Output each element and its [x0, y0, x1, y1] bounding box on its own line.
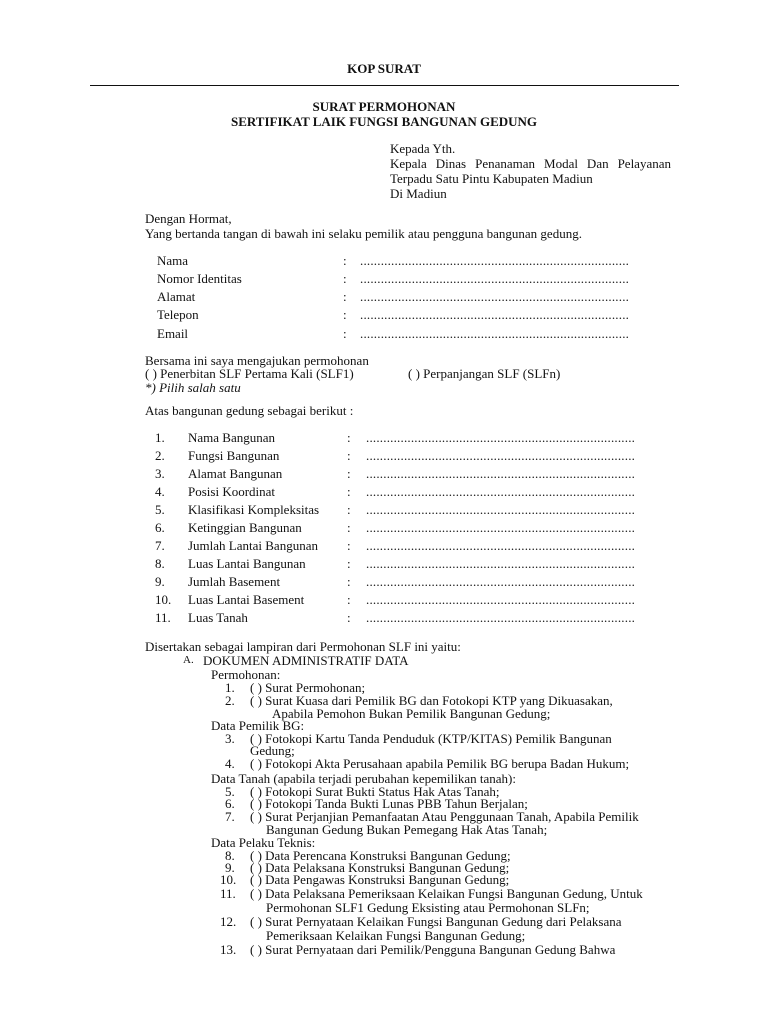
item-number: 1.	[225, 680, 235, 695]
field-value: ..............................................................................	[366, 484, 636, 499]
field-label: Fungsi Bangunan	[188, 448, 280, 463]
item-number: 9.	[225, 860, 235, 875]
field-value: ..............................................................................	[366, 520, 636, 535]
field-label: Klasifikasi Kompleksitas	[188, 502, 320, 517]
field-separator: :	[347, 466, 351, 481]
field-label: Jumlah Lantai Bangunan	[188, 538, 318, 553]
field-separator: :	[347, 448, 351, 463]
doc-title-line1: SURAT PERMOHONAN	[312, 99, 456, 114]
field-value: ..............................................................................	[366, 538, 636, 553]
field-label: Alamat	[157, 289, 196, 304]
item-number: 7.	[225, 809, 235, 824]
option-slf1: ( ) Penerbitan SLF Pertama Kali (SLF1)	[145, 366, 354, 381]
item-number: 2.	[155, 448, 165, 463]
item-number: 4.	[225, 756, 235, 771]
field-value: ..............................................................................	[366, 502, 636, 517]
request-note: *) Pilih salah satu	[145, 380, 241, 395]
item-number: 6.	[155, 520, 165, 535]
item-number: 9.	[155, 574, 165, 589]
field-label: Nama	[157, 253, 189, 268]
item-number: 5.	[155, 502, 165, 517]
recipient-line: Kepala Dinas Penanaman Modal Dan Pelayanan	[390, 156, 671, 171]
field-separator: :	[347, 520, 351, 535]
attachment-item-cont: Pemeriksaan Kelaikan Fungsi Bangunan Gedung;	[266, 928, 526, 943]
recipient-line: Kepada Yth.	[390, 141, 456, 156]
attachment-item: ( ) Fotokopi Tanda Bukti Lunas PBB Tahun Berjalan;	[250, 796, 528, 811]
item-number: 8.	[155, 556, 165, 571]
attachment-item-cont: Apabila Pemohon Bukan Pemilik Bangunan Gedung;	[272, 706, 551, 721]
field-label: Nomor Identitas	[157, 271, 242, 286]
building-intro: Atas bangunan gedung sebagai berikut :	[145, 403, 354, 418]
attachment-item-cont: Bangunan Gedung Bukan Pemegang Hak Atas Tanah;	[266, 822, 548, 837]
attachment-item: ( ) Fotokopi Surat Bukti Status Hak Atas Tanah;	[250, 784, 500, 799]
field-separator: :	[347, 538, 351, 553]
field-separator: :	[347, 484, 351, 499]
section-letter: A.	[183, 654, 194, 666]
field-value: ..............................................................................	[360, 271, 630, 286]
field-label: Ketinggian Bangunan	[188, 520, 302, 535]
field-value: ..............................................................................	[360, 289, 630, 304]
attachment-item: ( ) Surat Permohonan;	[250, 680, 366, 695]
item-number: 8.	[225, 848, 235, 863]
field-separator: :	[347, 592, 351, 607]
header-divider	[90, 85, 679, 86]
field-label: Telepon	[157, 307, 199, 322]
item-number: 5.	[225, 784, 235, 799]
item-number: 3.	[225, 731, 235, 746]
kop-surat: KOP SURAT	[347, 61, 421, 76]
item-number: 7.	[155, 538, 165, 553]
attachment-item: ( ) Surat Pernyataan Kelaikan Fungsi Bangunan Gedung dari Pelaksana	[250, 914, 622, 929]
attachment-item: ( ) Data Perencana Konstruksi Bangunan Gedung;	[250, 848, 511, 863]
field-separator: :	[343, 271, 347, 286]
recipient-line: Di Madiun	[390, 186, 447, 201]
field-separator: :	[347, 610, 351, 625]
group-heading: Data Tanah (apabila terjadi perubahan kepemilikan tanah):	[211, 771, 516, 786]
field-value: ..............................................................................	[366, 430, 636, 445]
intro-text: Yang bertanda tangan di bawah ini selaku pemilik atau pengguna bangunan gedung.	[145, 226, 582, 241]
attachments-intro: Disertakan sebagai lampiran dari Permohonan SLF ini yaitu:	[145, 639, 461, 654]
field-value: ..............................................................................	[366, 592, 636, 607]
doc-title-line2: SERTIFIKAT LAIK FUNGSI BANGUNAN GEDUNG	[230, 114, 538, 129]
option-slfn: ( ) Perpanjangan SLF (SLFn)	[408, 366, 561, 381]
field-separator: :	[343, 289, 347, 304]
attachment-item: ( ) Surat Kuasa dari Pemilik BG dan Fotokopi KTP yang Dikuasakan,	[250, 693, 613, 708]
item-number: 10.	[155, 592, 172, 607]
section-title: DOKUMEN ADMINISTRATIF DATA	[203, 653, 409, 668]
item-number: 1.	[155, 430, 165, 445]
field-value: ..............................................................................	[366, 610, 636, 625]
request-intro: Bersama ini saya mengajukan permohonan	[145, 353, 369, 368]
group-heading: Permohonan:	[211, 667, 281, 682]
attachment-item: ( ) Data Pelaksana Konstruksi Bangunan Gedung;	[250, 860, 510, 875]
item-number: 12.	[220, 914, 237, 929]
item-number: 6.	[225, 796, 235, 811]
field-value: ..............................................................................	[360, 326, 630, 341]
field-separator: :	[347, 430, 351, 445]
field-separator: :	[347, 556, 351, 571]
field-separator: :	[343, 253, 347, 268]
attachment-item: ( ) Surat Pernyataan dari Pemilik/Pengguna Bangunan Gedung Bahwa	[250, 942, 616, 957]
field-value: ..............................................................................	[360, 307, 630, 322]
group-heading: Data Pelaku Teknis:	[211, 835, 316, 850]
item-number: 2.	[225, 693, 235, 708]
attachment-item: ( ) Surat Perjanjian Pemanfaatan Atau Penggunaan Tanah, Apabila Pemilik	[250, 809, 639, 824]
item-number: 13.	[220, 942, 237, 957]
field-separator: :	[343, 326, 347, 341]
attachment-item: ( ) Fotokopi Akta Perusahaan apabila Pemilik BG berupa Badan Hukum;	[250, 756, 630, 771]
field-label: Email	[157, 326, 189, 341]
field-label: Luas Lantai Bangunan	[188, 556, 306, 571]
item-number: 11.	[155, 610, 171, 625]
field-value: ..............................................................................	[366, 556, 636, 571]
field-separator: :	[343, 307, 347, 322]
group-heading: Data Pemilik BG:	[211, 718, 305, 733]
field-value: ..............................................................................	[366, 574, 636, 589]
field-label: Nama Bangunan	[188, 430, 276, 445]
field-value: ..............................................................................	[360, 253, 630, 268]
attachment-item: ( ) Data Pelaksana Pemeriksaan Kelaikan Fungsi Bangunan Gedung, Untuk	[250, 886, 643, 901]
recipient-line: Terpadu Satu Pintu Kabupaten Madiun	[390, 171, 593, 186]
field-label: Luas Tanah	[188, 610, 248, 625]
field-label: Alamat Bangunan	[188, 466, 283, 481]
item-number: 4.	[155, 484, 165, 499]
item-number: 11.	[220, 886, 236, 901]
field-separator: :	[347, 502, 351, 517]
field-value: ..............................................................................	[366, 466, 636, 481]
attachment-item-cont: Permohonan SLF1 Gedung Eksisting atau Permohonan SLFn;	[266, 900, 590, 915]
attachment-item-cont: Gedung;	[250, 743, 295, 758]
attachment-item: ( ) Data Pengawas Konstruksi Bangunan Gedung;	[250, 872, 510, 887]
field-label: Jumlah Basement	[188, 574, 281, 589]
field-separator: :	[347, 574, 351, 589]
item-number: 3.	[155, 466, 165, 481]
field-value: ..............................................................................	[366, 448, 636, 463]
field-label: Luas Lantai Basement	[188, 592, 305, 607]
item-number: 10.	[220, 872, 237, 887]
attachment-item: ( ) Fotokopi Kartu Tanda Penduduk (KTP/KITAS) Pemilik Bangunan	[250, 731, 612, 746]
field-label: Posisi Koordinat	[188, 484, 276, 499]
greeting: Dengan Hormat,	[145, 211, 232, 226]
